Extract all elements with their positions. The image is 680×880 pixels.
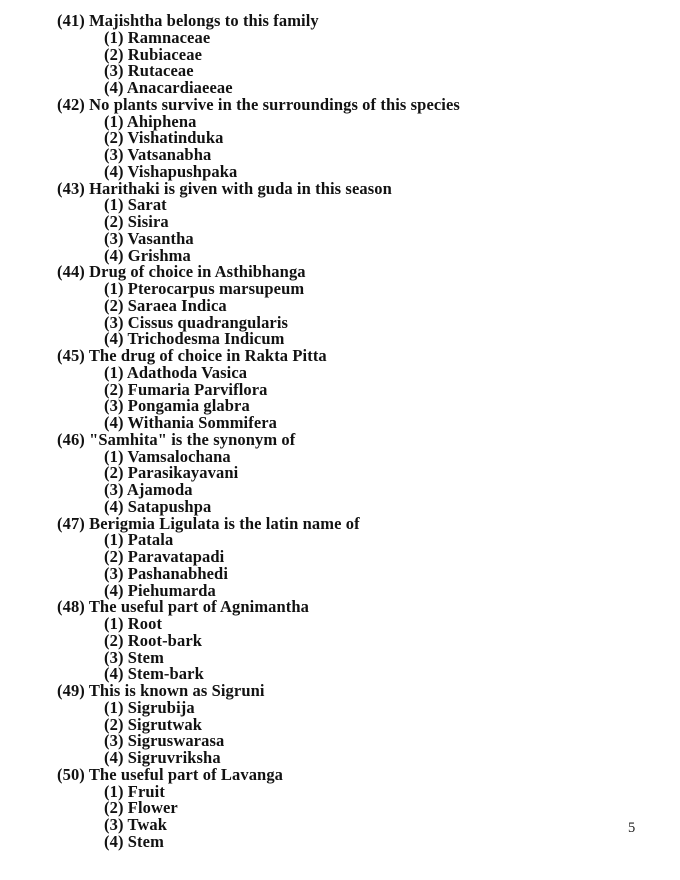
question-number: (46) [57,429,85,449]
question-text: Majishtha belongs to this family [89,11,319,30]
option-label: (3) [104,731,124,751]
option-label: (2) [104,463,124,483]
option-label: (3) [104,815,124,834]
option-label: (3) [104,312,124,332]
option-label: (4) [104,496,124,516]
question-text: "Samhita" is the synonym of [89,429,296,449]
option-text: Root [127,614,163,633]
option-label: (4) [104,580,124,600]
option-text: Root-bark [127,630,203,650]
option-label: (3) [104,647,124,667]
option-label: (2) [104,714,124,734]
option-label: (1) [104,111,124,131]
option-label: (3) [104,480,124,499]
option-line [104,630,660,650]
option-text: Stem [127,831,164,851]
option-text: Vamsalochana [127,446,231,466]
question-number: (44) [57,262,85,282]
option-text: Fumaria Parviflora [127,379,268,399]
option-label: (3) [104,228,124,248]
question-number: (47) [57,513,85,533]
question-number: (49) [57,681,85,700]
option-text: Rubiaceae [127,44,203,64]
option-label: (2) [104,379,124,399]
option-text: Stem [127,647,164,667]
question-text: The useful part of Lavanga [88,764,284,784]
option-label: (2) [104,798,124,818]
question-text: Harithaki is given with guda in this season [89,178,392,198]
option-label: (4) [104,748,124,767]
option-text: Vatsanabha [127,145,212,164]
option-text: Pongamia glabra [127,396,250,416]
option-text: Twak [127,815,168,834]
option-label: (3) [104,396,124,416]
option-label: (4) [104,161,124,181]
option-label: (1) [104,27,124,47]
option-line [104,817,660,834]
option-label: (4) [104,329,124,349]
question-block [57,348,660,432]
option-label: (1) [104,614,124,633]
option-label: (1) [104,362,124,382]
option-text: Anacardiaeeae [126,78,233,97]
question-text: The useful part of Agnimantha [88,597,310,617]
option-text: Sisira [127,212,169,231]
option-text: Flower [127,798,178,818]
question-text: Berigmia Ligulata is the latin name of [89,513,360,533]
question-block [57,513,660,600]
option-label: (4) [104,78,124,97]
option-line [104,197,660,214]
question-number: (45) [57,346,85,365]
option-text: Sigruvriksha [127,748,221,767]
option-text: Sigrubija [127,697,195,717]
question-text: This is known as Sigruni [88,681,265,700]
option-label: (1) [104,446,124,466]
option-text: Trichodesma Indicum [127,329,285,349]
option-text: Parasikayavani [127,463,239,483]
option-line [104,831,660,851]
option-text: Vishapushpaka [127,161,238,181]
option-label: (1) [104,279,124,298]
option-text: Sigruswarasa [127,731,225,751]
page-number: 5 [628,820,636,836]
option-text: Sigrutwak [127,714,203,734]
option-text: Stem-bark [127,664,204,684]
question-number: (42) [57,94,85,114]
question-block [57,599,660,683]
option-label: (4) [104,831,124,851]
option-text: Cissus quadrangularis [127,312,289,332]
question-block [57,683,660,767]
option-text: Ajamoda [126,480,193,499]
option-text: Ramnaceae [127,27,211,47]
question-block [57,764,660,851]
option-text: Saraea Indica [127,295,227,315]
question-block [57,13,660,97]
option-label: (2) [104,128,124,148]
option-text: Sarat [127,195,167,215]
option-label: (1) [104,530,124,550]
question-number: (43) [57,178,85,198]
question-block [57,94,660,181]
option-label: (4) [104,664,124,684]
option-label: (2) [104,212,124,231]
option-label: (3) [104,145,124,164]
question-text: No plants survive in the surroundings of this species [89,94,460,114]
option-label: (2) [104,630,124,650]
option-text: Pterocarpus marsupeum [127,279,305,298]
option-text: Grishma [127,245,191,265]
option-line [104,800,660,817]
option-label: (2) [104,44,124,64]
question-text: Drug of choice in Asthibhanga [89,262,306,282]
option-text: Satapushpa [127,496,212,516]
option-label: (3) [104,563,124,583]
option-label: (3) [104,61,124,81]
option-label: (2) [104,547,124,566]
option-text: Fruit [127,781,165,801]
option-text: Vasantha [127,228,194,248]
option-label: (4) [104,413,124,432]
option-text: Vishatinduka [127,128,224,148]
option-text: Patala [127,530,174,550]
question-block [57,264,660,348]
option-text: Piehumarda [127,580,216,600]
option-label: (1) [104,195,124,215]
question-number: (48) [57,597,85,617]
option-text: Ahiphena [126,111,197,131]
option-text: Paravatapadi [127,547,225,566]
option-label: (4) [104,245,124,265]
option-text: Rutaceae [127,61,194,81]
option-text: Adathoda Vasica [126,362,248,382]
question-block [57,429,660,516]
option-label: (1) [104,697,124,717]
option-text: Pashanabhedi [127,563,229,583]
question-text: The drug of choice in Rakta Pitta [88,346,327,365]
question-list [57,13,660,851]
question-block [57,178,660,265]
option-label: (1) [104,781,124,801]
question-number: (50) [57,764,85,784]
option-text: Withania Sommifera [127,413,278,432]
option-label: (2) [104,295,124,315]
question-number: (41) [57,11,85,30]
option-line [104,781,660,801]
